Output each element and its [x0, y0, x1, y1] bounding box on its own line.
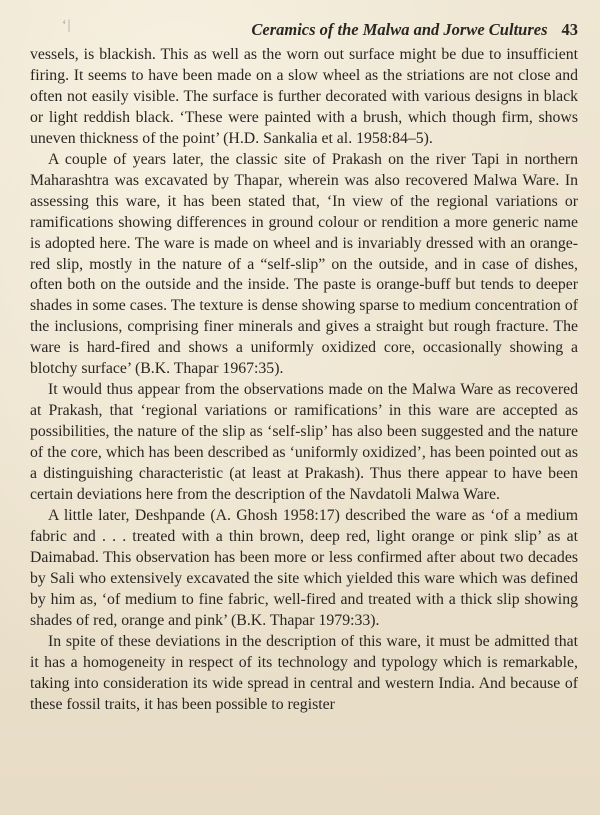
running-title: Ceramics of the Malwa and Jorwe Cultures: [251, 20, 548, 39]
page-number: 43: [561, 20, 578, 39]
body-text: [30, 45, 578, 716]
margin-mark: ‘|: [62, 18, 72, 33]
paragraph-2: A couple of years later, the classic site of Prakash on the river Tapi in northern Maharashtra was excavated by Thapar, wherein was also recovered Malwa Ware. In assessing this ware, it has been stated that, ‘In view of the regional variations or ramifications showing differences in ground colour or rendition a more generic name is adopted here. The ware is made on wheel and is invariably dressed with an orange-red slip, mostly in the nature of a “self-slip” on the outside, and in case of dishes, often both on the outside and the inside. The paste is orange-buff but tends to deeper shades in some cases. The texture is dense showing sparse to medium concentration of the inclusions, comprising finer minerals and gives a straight but rough fracture. The ware is hard-fired and shows a uniformly oxidized core, occasionally showing a blotchy surface’ (B.K. Thapar 1967:35).: [30, 150, 578, 378]
paragraph-3: It would thus appear from the observations made on the Malwa Ware as recovered at Prakash, that ‘regional variations or ramifications’ in this ware are accepted as possibilities, the nature of the slip as ‘self-slip’ has also been suggested and the nature of the core, which has been described as ‘uniformly oxidized’, has been pointed out as a distinguishing characteristic (at least at Prakash). Thus there appear to have been certain deviations here from the description of the Navdatoli Malwa Ware.: [30, 381, 578, 504]
paragraph-5: In spite of these deviations in the description of this ware, it must be admitted that it has a homogeneity in respect of its technology and typology which is remarkable, taking into consideration its wide spread in central and western India. And because of these fossil traits, it has been possible to register: [30, 632, 578, 713]
paragraph-1: vessels, is blackish. This as well as the worn out surface might be due to insufficient firing. It seems to have been made on a slow wheel as the striations are not close and often not easily visible. The surface is further decorated with various designs in black or light reddish black. ‘These were painted with a brush, which though firm, shows uneven thickness of the point’ (H.D. Sankalia et al. 1958:84–5).: [30, 46, 578, 147]
running-header: [30, 20, 578, 40]
paragraph-4: A little later, Deshpande (A. Ghosh 1958:17) described the ware as ‘of a medium fabric and . . . treated with a thin brown, deep red, light orange or pink slip’ as at Daimabad. This observation has been more or less confirmed after about two decades by Sali who extensively excavated the site which yielded this ware which was defined by him as, ‘of medium to fine fabric, well-fired and treated with a thick slip showing shades of red, orange and pink’ (B.K. Thapar 1979:33).: [30, 506, 578, 629]
